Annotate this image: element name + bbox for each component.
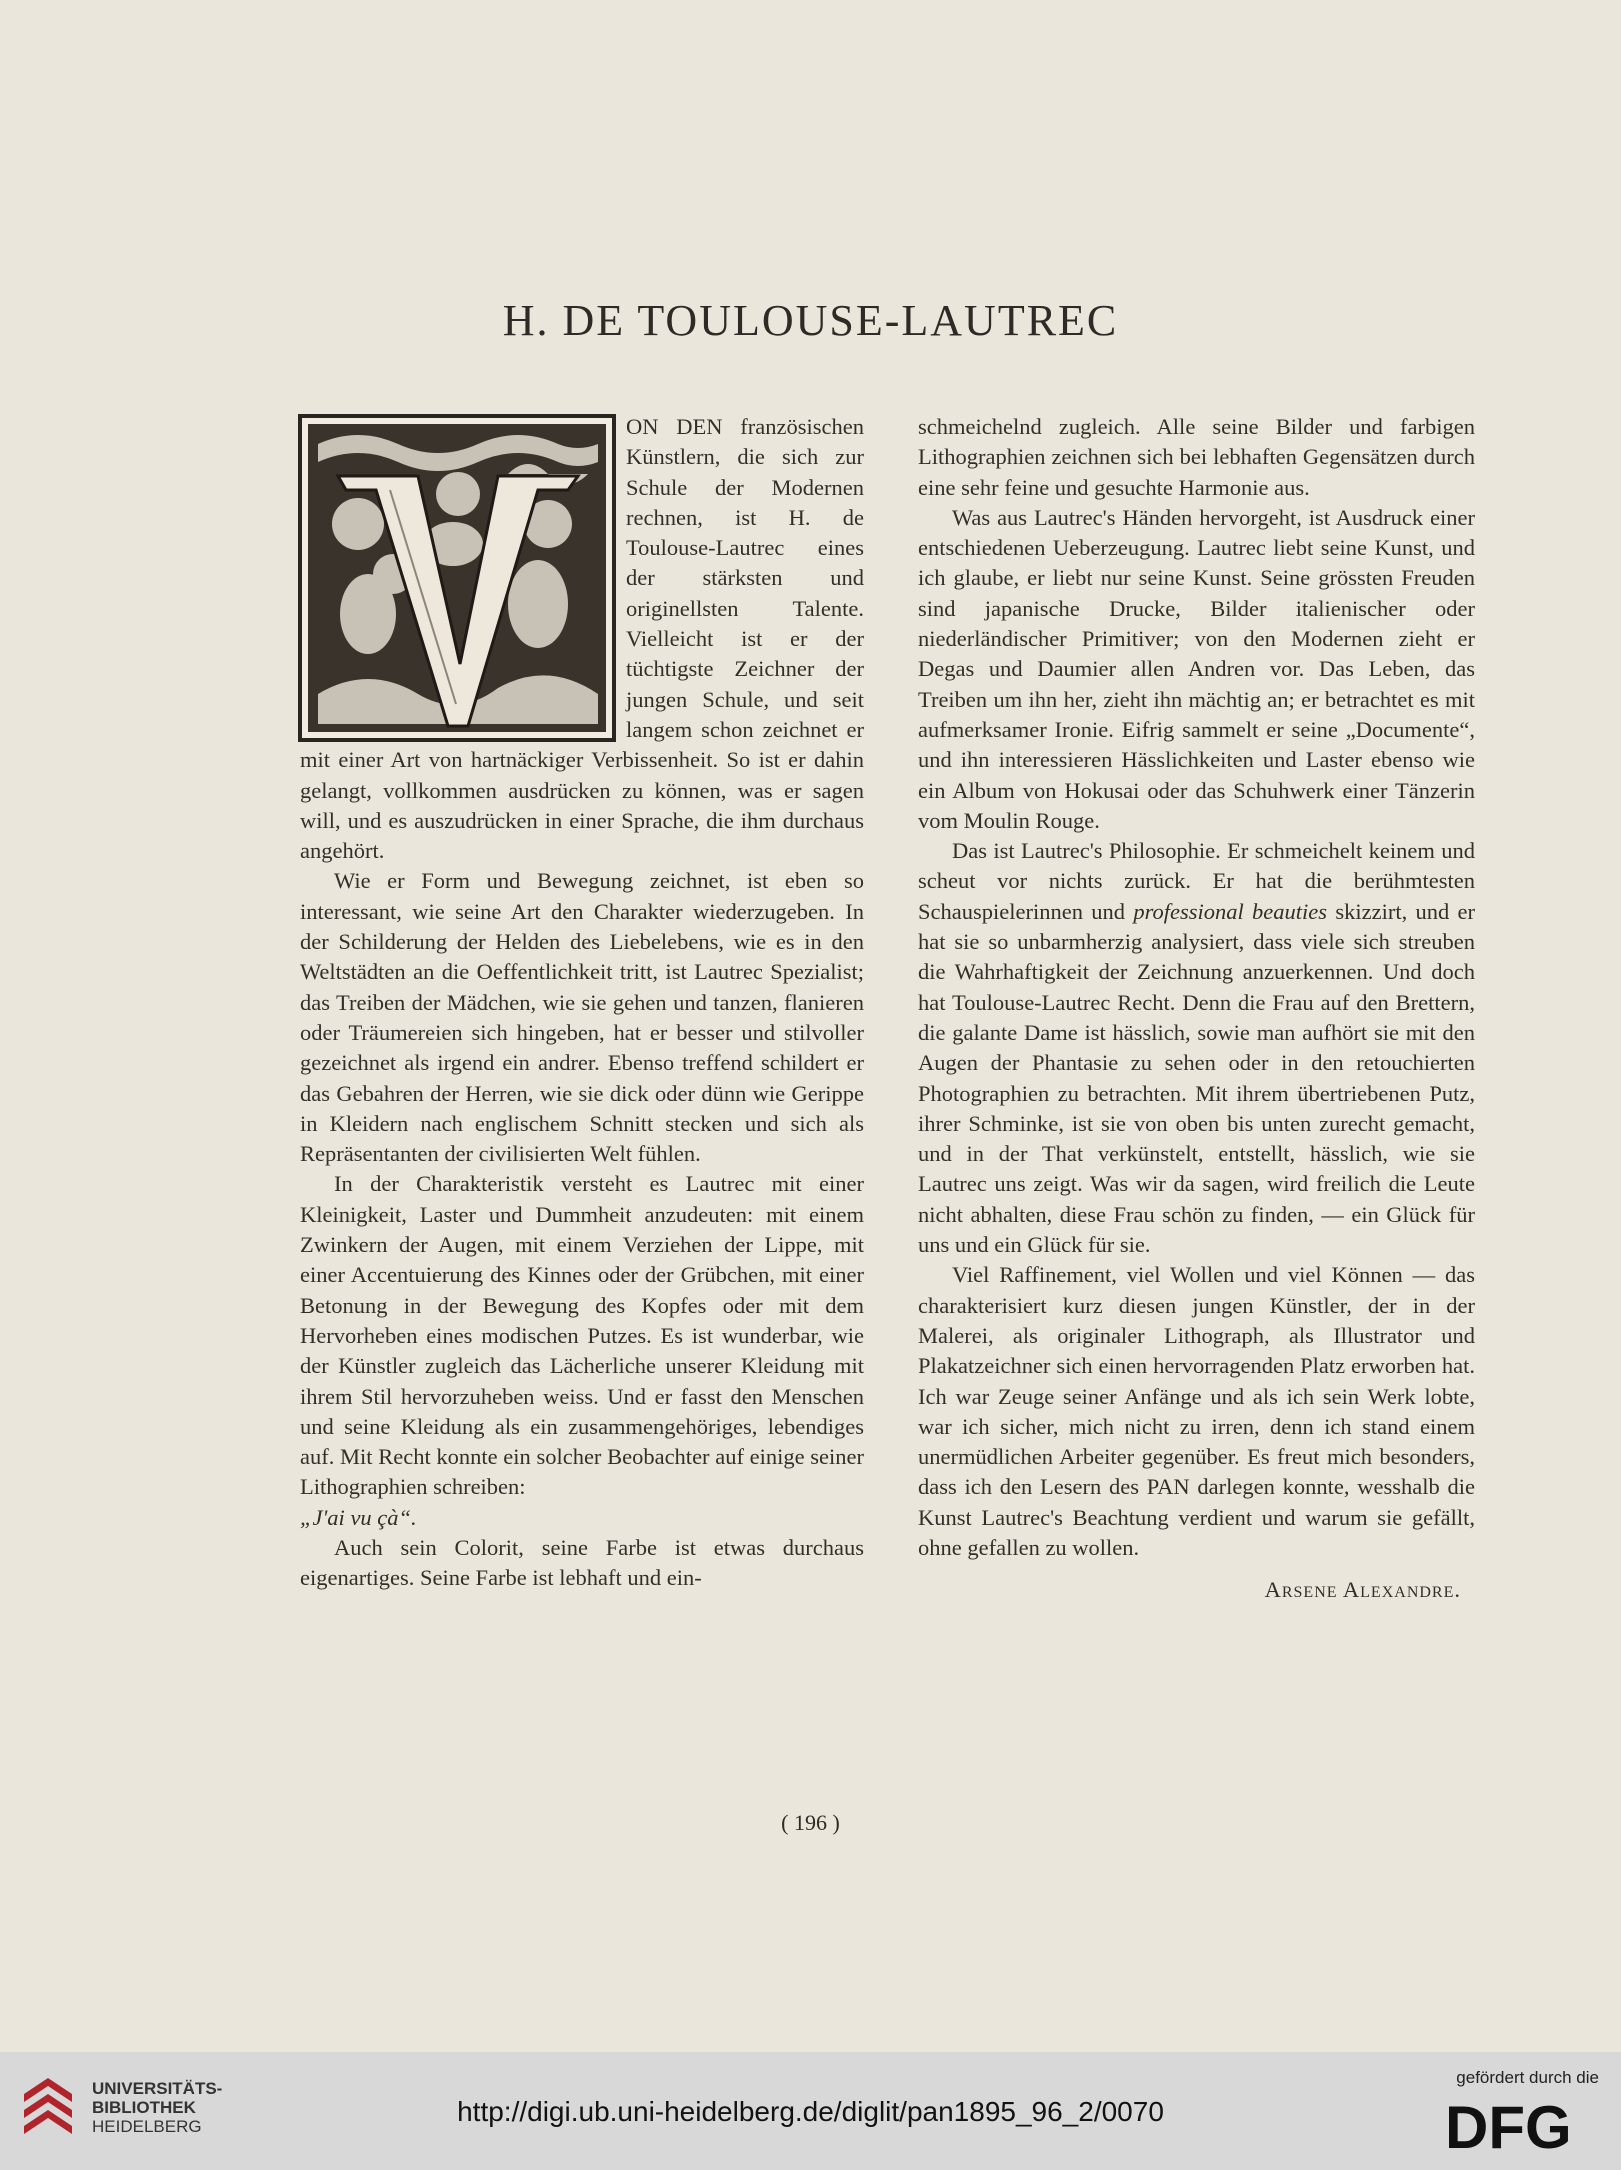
article-title: H. DE TOULOUSE-LAUTREC xyxy=(502,296,1119,345)
right-paragraph-1: schmeichelnd zugleich. Alle seine Bilder und farbigen Lithographien zeichnen sich bei lebhaften Gegensätzen durch eine sehr feine und gesuchte Harmonie aus. xyxy=(918,414,1475,500)
library-name-line-2: BIBLIOTHEK xyxy=(92,2098,196,2117)
left-paragraph-3 xyxy=(300,1169,864,1533)
dropcap-woodcut-icon xyxy=(298,414,616,742)
library-name-line-1: UNIVERSITÄTS- xyxy=(92,2079,223,2098)
right-paragraph-3-start: Das ist Lautrec's Philosophie. Er schmeichelt keinem und scheut vor nichts zurück. Er hat die berühmtesten Schauspielerinnen und xyxy=(918,838,1475,924)
page-number: ( 196 ) xyxy=(781,1810,840,1835)
right-paragraph-3-end: skizzirt, und er hat sie so unbarmherzig analysiert, dass viele sich streuben die Wahrhaftigkeit der Zeichnung anzuerkennen. Und doch hat Toulouse-Lautrec Recht. Denn die Frau auf den Brettern, die galante Dame ist hässlich, sowie man aufhört sie mit den Augen der Phantasie zu sehen oder in den retouchierten Photographien zu betrachten. Mit ihrem übertriebenen Putz, ihrer Schminke, ist sie von oben bis unten zurecht gemacht, und in der That verkünstelt, entstellt, hässlich, wie sie Lautrec uns zeigt. Was wir da sagen, wird freilich die Leute nicht abhalten, diese Frau schön zu finden, — ein Glück für uns und ein Glück für sie. xyxy=(918,898,1476,1258)
dropcap-ornament xyxy=(298,414,616,742)
viewer-footer xyxy=(0,2052,1621,2170)
right-paragraph-4: Viel Raffinement, viel Wollen und viel Können — das charakterisiert kurz diesen jungen Künstler, der in der Malerei, als originaler Lithograph, als Illustrator und Plakatzeichner sich einen hervorragenden Platz erworben hat. Ich war Zeuge seiner Anfänge und als ich sein Werk lobte, war ich sicher, mich nicht zu irren, denn ich stand einem unermüdlichen Arbeiter gegenüber. Es freut mich besonders, dass ich den Lesern des PAN darlegen konnte, wesshalb die Kunst Lautrec's Beachtung verdient und warum sie gefällt, ohne gefallen zu wollen. xyxy=(918,1262,1475,1560)
permalink-url[interactable]: http://digi.ub.uni-heidelberg.de/diglit/pan1895_96_2/0070 xyxy=(457,2096,1164,2127)
right-column xyxy=(918,412,1475,1606)
left-paragraph-3-text: In der Charakteristik versteht es Lautrec mit einer Kleinigkeit, Laster und Dummheit anzudeuten: mit einem Zwinkern der Augen, mit einem Verziehen der Lippe, mit einer Accentuierung des Kinnes oder der Grübchen, mit einer Betonung in der Bewegung des Kopfes oder mit dem Hervorheben eines modischen Putzes. Es ist wunderbar, wie der Künstler zugleich das Lächerliche unserer Kleidung mit ihrem Stil hervorzuheben weiss. Und er fasst den Menschen und seine Kleidung als ein zusammengehöriges, lebendiges auf. Mit Recht konnte ein solcher Beobachter auf einige seiner Lithographien schreiben: xyxy=(300,1171,864,1500)
author-signature: Arsene Alexandre. xyxy=(1264,1577,1461,1603)
funding-label: gefördert durch die xyxy=(1456,2068,1599,2087)
left-paragraph-1: ON DEN französischen Künstlern, die sich zur Schule der Modernen rechnen, ist H. de Toulouse-Lautrec eines der stärksten und originellsten Talente. Vielleicht ist er der tüchtigste Zeichner der jungen Schule, und seit langem schon zeichnet er mit einer Art von hartnäckiger Verbissenheit. So ist er dahin gelangt, vollkommen ausdrücken zu können, was er sagen will, und es auszudrücken in einer Sprache, die ihm durchaus angehört. xyxy=(300,414,864,864)
right-paragraph-3 xyxy=(918,836,1475,1260)
quote-jai-vu-ca: „J'ai vu çà“. xyxy=(300,1504,417,1530)
dfg-logo-text: DFG xyxy=(1445,2096,1572,2154)
dfg-logo-icon xyxy=(1445,2096,1599,2154)
left-paragraph-2: Wie er Form und Bewegung zeichnet, ist eben so interessant, wie seine Art den Charakter wiederzugeben. In der Schilderung der Helden des Liebelebens, wie es in den Weltstädten an die Oeffentlichkeit tritt, ist Lautrec Spezialist; das Treiben der Mädchen, wie sie gehen und tanzen, flanieren oder Träumereien sich hingeben, hat er besser und stilvoller gezeichnet als irgend ein andrer. Ebenso treffend schildert er das Gebahren der Herren, wie sie dick oder dünn wie Gerippe in Kleidern nach englischem Schnitt stecken und sich als Repräsentanten der civilisierten Welt fühlen. xyxy=(300,868,864,1167)
left-column xyxy=(300,412,864,1594)
left-paragraph-4: Auch sein Colorit, seine Farbe ist etwas durchaus eigenartiges. Seine Farbe ist lebhaft und ein- xyxy=(300,1534,864,1591)
professional-beauties-italic: professional beauties xyxy=(1133,898,1328,924)
right-paragraph-2: Was aus Lautrec's Händen hervorgeht, ist Ausdruck einer entschiedenen Ueberzeugung. Lautrec liebt seine Kunst, und ich glaube, er liebt nur seine Kunst. Seine grössten Freuden sind japanische Drucke, Bilder italienischer oder niederländischer Primitiver; von den Modernen zieht er Degas und Daumier allen Andren vor. Das Leben, das Treiben um ihn her, zieht ihn mächtig an; er betrachtet es mit aufmerksamer Ironie. Eifrig sammelt er seine „Documente“, und ihn interessieren Hässlichkeiten und Laster ebenso wie ein Album von Hokusai oder das Schuhwerk einer Tänzerin vom Moulin Rouge. xyxy=(918,504,1475,833)
library-name-line-3: HEIDELBERG xyxy=(92,2117,202,2136)
